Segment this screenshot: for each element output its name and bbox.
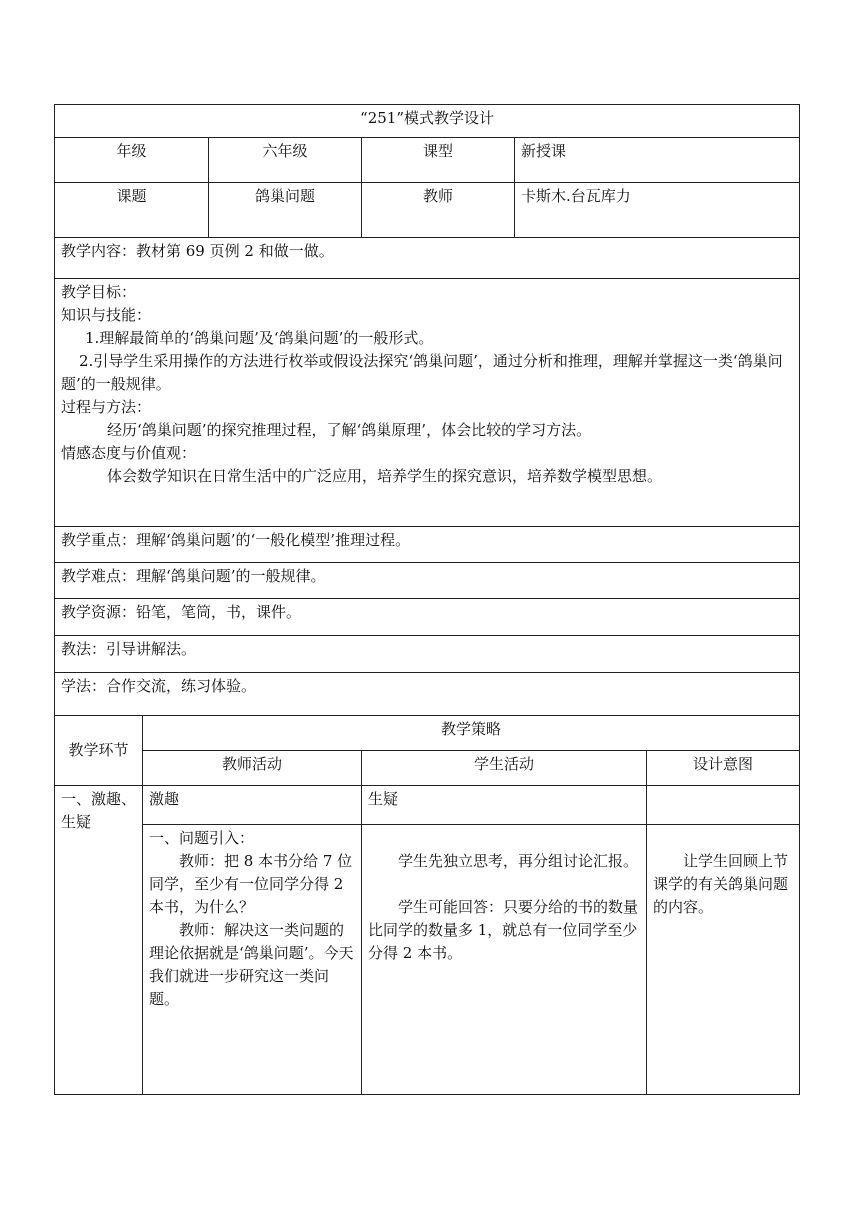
lesson-plan-table [54,104,800,1095]
teacher-activity-cell [143,825,362,1095]
design-intent-cell [647,825,800,1095]
topic-label: 课题 [55,183,209,238]
teaching-content: 教学内容：教材第 69 页例 2 和做一做。 [55,238,800,279]
emotion-item-1: 体会数学知识在日常生活中的广泛应用，培养学生的探究意识，培养数学模型思想。 [107,467,663,485]
type-label: 课型 [362,138,515,183]
teaching-objectives [55,279,800,527]
resources: 教学资源：铅笔，笔筒，书，课件。 [55,599,800,636]
topic-value: 鸽巢问题 [209,183,362,238]
student-activity-1: 学生先独立思考，再分组讨论汇报。 [398,852,639,870]
strategy-header: 教学策略 [143,716,800,751]
intent-empty-cell [647,786,800,825]
objectives-heading: 教学目标： [61,283,137,301]
document-title: “251”模式教学设计 [55,105,800,138]
type-value: 新授课 [515,138,800,183]
student-activity-cell [362,825,647,1095]
student-activity-header: 学生活动 [362,751,647,786]
stage-1-label: 一、激趣、生疑 [55,786,143,1095]
design-intent-1: 让学生回顾上节课学的有关鸽巢问题的内容。 [653,852,789,916]
stage-header: 教学环节 [55,716,143,786]
difficulty: 教学难点：理解‘鸽巢问题’的一般规律。 [55,563,800,599]
emotion-heading: 情感态度与价值观： [61,444,197,462]
process-heading: 过程与方法： [61,398,152,416]
teacher-activity-3: 教师：解决这一类问题的理论依据就是‘鸽巢问题’。今天我们就进一步研究这一类问题。 [149,921,354,1008]
teacher-subheading: 激趣 [143,786,362,825]
teacher-label: 教师 [362,183,515,238]
process-item-1: 经历‘鸽巢问题’的探究推理过程，了解‘鸽巢原理’，体会比较的学习方法。 [107,421,592,439]
teacher-activity-1: 一、问题引入： [149,829,255,847]
teacher-value: 卡斯木.台瓦库力 [515,183,800,238]
teaching-method: 教法：引导讲解法。 [55,636,800,673]
design-intent-header: 设计意图 [647,751,800,786]
teacher-activity-2: 教师：把 8 本书分给 7 位同学，至少有一位同学分得 2 本书，为什么？ [149,852,353,916]
student-activity-2: 学生可能回答：只要分给的书的数量比同学的数量多 1，就总有一位同学至少分得 2 本书。 [368,898,639,962]
key-point: 教学重点：理解‘鸽巢问题’的‘一般化模型’推理过程。 [55,527,800,563]
knowledge-item-1: 1.理解最简单的‘鸽巢问题’及‘鸽巢问题’的一般形式。 [85,329,434,347]
study-method: 学法：合作交流，练习体验。 [55,673,800,716]
knowledge-heading: 知识与技能： [61,306,152,324]
grade-value: 六年级 [209,138,362,183]
knowledge-item-2: 2.引导学生采用操作的方法进行枚举或假设法探究‘鸽巢问题’，通过分析和推理，理解并掌握这一类‘鸽巢问题’的一般规律。 [61,352,783,393]
grade-label: 年级 [55,138,209,183]
teacher-activity-header: 教师活动 [143,751,362,786]
student-subheading: 生疑 [362,786,647,825]
